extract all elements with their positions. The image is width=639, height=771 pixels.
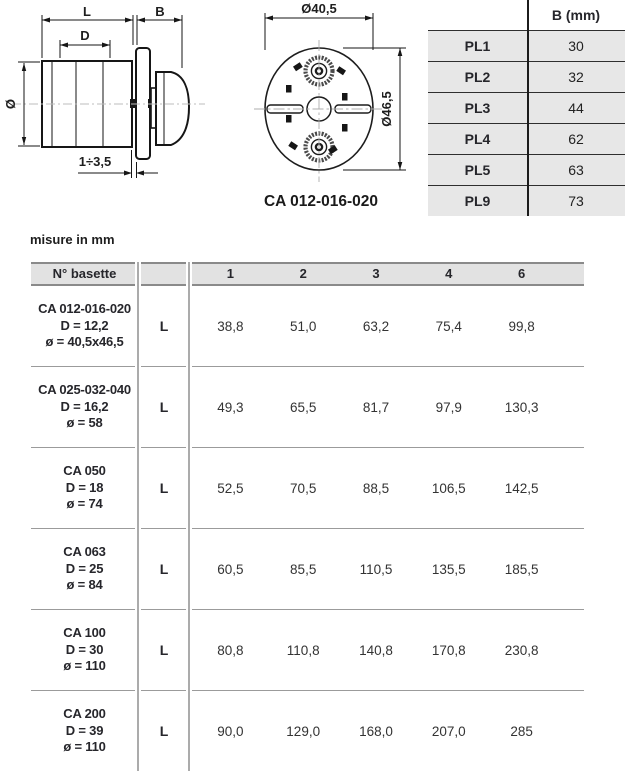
handle-model: PL5 [464,162,491,178]
table-row [31,529,584,610]
table-row [31,286,584,367]
l-value: 60,5 [217,561,244,577]
table-row [31,448,584,529]
l-value: 106,5 [431,480,466,496]
series-name: CA 025-032-040 [38,382,131,398]
b-table-header-label: B (mm) [551,7,601,23]
side-view-drawing [3,4,205,178]
series-name: CA 200 [63,706,106,722]
l-label: L [159,642,169,658]
b-value: 30 [568,38,584,54]
d-dimension: D = 39 [65,722,104,738]
dim-label-b: B [155,4,165,19]
d-dimension: D = 12,2 [60,317,109,333]
l-value: 80,8 [217,642,244,658]
front-view-drawing [254,1,406,210]
handle-model: PL2 [464,69,491,85]
l-value: 168,0 [359,723,393,739]
b-table-header-empty [428,0,527,30]
l-value: 97,9 [435,399,462,415]
pole-header: 1 [226,266,235,281]
l-values [190,400,584,415]
dim-label-width: Ø40,5 [301,1,337,16]
b-dimension-table [428,0,625,216]
l-label: L [159,480,169,496]
dimensions-table [31,262,584,771]
basette-info [31,463,138,513]
dim-label-l: L [83,4,91,19]
pole-header: 4 [445,266,453,281]
diameter-dimension: ø = 58 [66,415,103,431]
d-dimension: D = 25 [65,560,104,576]
series-name: CA 012-016-020 [38,301,131,317]
basette-info [31,625,138,675]
diameter-dimension: ø = 84 [66,577,103,593]
diameter-dimension: ø = 40,5x46,5 [45,334,124,350]
dimensions-table-header [31,262,584,286]
table-column-divider [135,262,141,771]
l-values [190,562,584,577]
units-note: misure in mm [30,232,115,247]
table-row [31,367,584,448]
l-value: 140,8 [359,642,393,658]
d-dimension: D = 18 [65,479,104,495]
l-value: 81,7 [362,399,390,415]
l-value: 142,5 [504,480,539,496]
l-value: 110,8 [286,642,320,658]
dim-label-height: Ø46,5 [379,91,394,127]
l-value: 49,3 [217,399,244,415]
l-label: L [159,318,169,334]
l-value: 63,2 [362,318,390,334]
l-value: 129,0 [286,723,321,739]
b-value: 32 [568,69,584,85]
l-value: 285 [510,723,533,739]
knob-handle [156,72,189,145]
table-row [31,610,584,691]
l-value: 130,3 [504,399,539,415]
header-empty [138,264,190,284]
l-value: 90,0 [217,723,244,739]
d-dimension: D = 30 [65,641,104,657]
basette-info [31,382,138,432]
diameter-dimension: ø = 110 [63,739,106,755]
b-value: 44 [568,100,584,116]
dim-label-diameter: Ø [3,98,18,110]
l-values [190,481,584,496]
l-value: 185,5 [504,561,539,577]
dim-label-d: D [80,28,90,43]
l-value: 135,5 [431,561,466,577]
table-row [31,691,584,771]
l-label: L [159,561,169,577]
pole-header: 3 [372,266,380,281]
l-label: L [159,723,169,739]
l-value: 230,8 [504,642,539,658]
l-value: 110,5 [359,561,393,577]
l-value: 170,8 [431,642,466,658]
b-table-column-divider [527,0,529,216]
basette-info [31,544,138,594]
l-value: 75,4 [435,318,462,334]
dim-label-gap: 1÷3,5 [78,154,112,169]
series-name: CA 050 [63,463,106,479]
b-value: 63 [568,162,584,178]
l-values [190,319,584,334]
l-value: 38,8 [217,318,244,334]
l-value: 88,5 [362,480,390,496]
front-view-caption: CA 012-016-020 [263,193,379,210]
d-dimension: D = 16,2 [60,398,109,414]
header-pole-counts [190,264,584,284]
table-column-divider [186,262,192,771]
header-basette: N° basette [52,266,117,281]
handle-model: PL3 [464,100,491,116]
basette-info [31,301,138,351]
series-name: CA 063 [63,544,106,560]
l-value: 99,8 [508,318,535,334]
diameter-dimension: ø = 110 [63,658,106,674]
pole-header: 2 [299,266,307,281]
pole-header: 6 [517,266,526,281]
l-value: 85,5 [290,561,317,577]
l-label: L [159,399,169,415]
l-value: 207,0 [431,723,466,739]
l-value: 65,5 [290,399,317,415]
l-values [190,643,584,658]
basette-info [31,706,138,756]
b-value: 73 [568,193,584,209]
series-name: CA 100 [63,625,106,641]
l-values [190,724,584,739]
handle-model: PL9 [464,193,491,209]
l-value: 70,5 [290,480,317,496]
b-value: 62 [568,131,584,147]
handle-model: PL1 [464,38,491,54]
l-value: 51,0 [290,318,317,334]
handle-model: PL4 [464,131,491,147]
l-value: 52,5 [217,480,244,496]
diameter-dimension: ø = 74 [66,496,103,512]
